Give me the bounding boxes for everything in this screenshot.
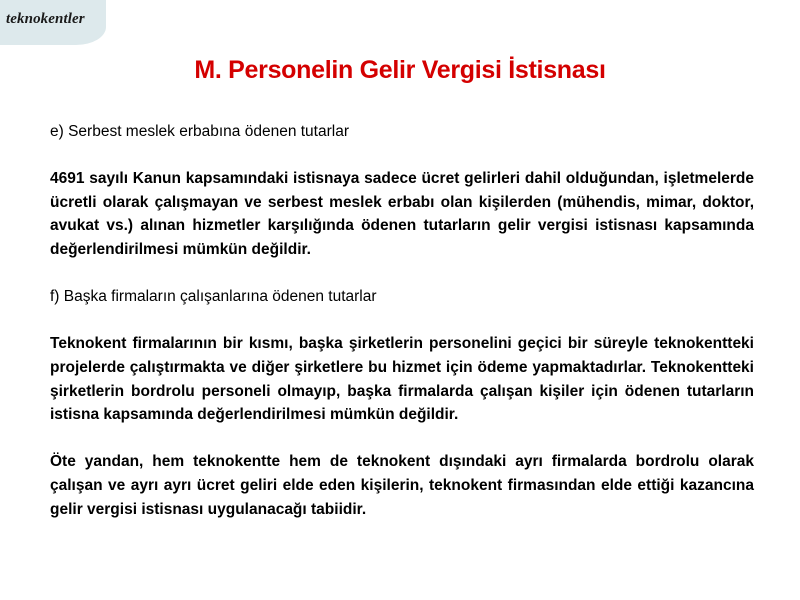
section-f-heading: f) Başka firmaların çalışanlarına ödenen tutarlar xyxy=(50,288,377,306)
section-f-paragraph-1: Teknokent firmalarının bir kısmı, başka şirketlerin personelini geçici bir süreyle teknokentteki projelerde çalıştırmakta ve diğer şirketlere bu hizmet için ödeme yapmaktadırlar. Teknokentteki şirketlerin bordrolu personeli olmayıp, başka firmalarda çalışan kişiler için ödenen tutarların istisna kapsamında değerlendirilmesi mümkün değildir. xyxy=(50,335,754,424)
section-e-heading: e) Serbest meslek erbabına ödenen tutarlar xyxy=(50,123,349,140)
brand-tab xyxy=(0,0,106,45)
section-e-paragraph: 4691 sayılı Kanun kapsamındaki istisnaya sadece ücret gelirleri dahil olduğundan, işletmelerde ücretli olarak çalışmayan ve serbest meslek erbabı olan kişilerden (mühendis, mimar, doktor, avukat vs.) alınan hizmetler karşılığında ödenen tutarların gelir vergisi istisnası kapsamında değerlendirilmesi mümkün değildir. xyxy=(50,170,754,258)
slide-title: M. Personelin Gelir Vergisi İstisnası xyxy=(194,56,606,84)
brand-label: teknokentler xyxy=(6,11,85,27)
slide-content xyxy=(50,120,754,521)
section-f-paragraph-2: Öte yandan, hem teknokentte hem de teknokent dışındaki ayrı firmalarda bordrolu olarak çalışan ve ayrı ayrı ücret geliri elde eden kişilerin, teknokent firmasından elde ettiği kazancına gelir vergisi istisnası uygulanacağı tabiidir. xyxy=(50,453,754,518)
